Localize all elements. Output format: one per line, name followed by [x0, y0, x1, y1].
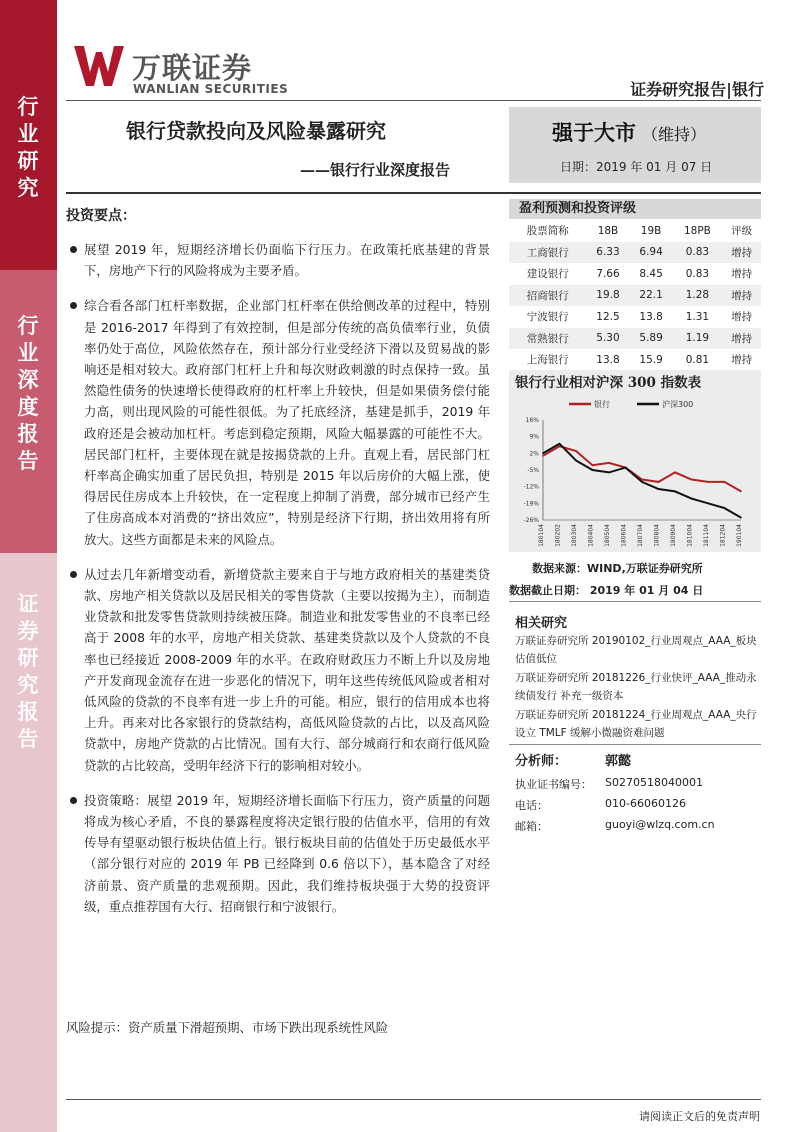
- table-cell: 13.8: [639, 310, 663, 323]
- x-tick-label: 180904: [670, 524, 677, 547]
- table-cell: 8.45: [639, 267, 663, 280]
- series-line-bank: [543, 446, 741, 491]
- data-point: [724, 507, 726, 509]
- table-row: [509, 306, 761, 328]
- data-point: [542, 453, 544, 455]
- y-tick-label: -19%: [523, 500, 539, 508]
- data-point: [608, 472, 610, 474]
- table-cell: 上海银行: [526, 354, 569, 367]
- data-point: [542, 455, 544, 457]
- footer-divider: [66, 1099, 761, 1100]
- bullet-text: 从过去几年新增变动看，新增贷款主要来自于与地方政府相关的基建类贷款、房地产相关贷款以及居民相关的零售贷款（主要以按揭为主），而制造业贷款和批发零售贷款则持续被压降。制造业和批发零售业的不良率已经高于 2008 年的水平，房地产相关贷款、基建类贷款以及个人贷款的不良率也已经接近 2008-2009 年的水平。在政府财政压力不断上升以及房地产开发商现金流存在进一步恶化的情况下，明年这些传统低风险或者相对低风险的贷款的不良率有进一步上升的可能。相应，银行的信用成本也将上升。再来对比各家银行的贷款结构，高低风险贷款的占比，以及高风险贷款中，房地产贷款的占比情况。国有大行、部分城商行和农商行低风险贷款的占比较高，受明年经济下行的影响相对较小。: [84, 566, 490, 773]
- brand-name-cn: 万联证券: [132, 51, 253, 85]
- table-cell: 22.1: [639, 289, 663, 302]
- table-cell: 常熟银行: [526, 332, 569, 345]
- data-point: [641, 481, 643, 483]
- table-cell: 增持: [731, 289, 753, 302]
- table-row: [509, 242, 761, 264]
- sidebar-label-securities-report: 证券研究报告: [17, 591, 39, 751]
- investment-summary: [66, 205, 490, 931]
- x-tick-label: 180202: [554, 524, 562, 547]
- x-tick-label: 180104: [538, 524, 545, 547]
- table-header-cell: 18PB: [683, 224, 711, 237]
- data-point: [674, 491, 676, 493]
- data-point: [691, 479, 693, 481]
- table-cell: 招商银行: [526, 289, 569, 302]
- bullet-text: 展望 2019 年，短期经济增长仍面临下行压力。在政策托底基建的背景下，房地产下行的风险将成为主要矛盾。: [84, 242, 490, 279]
- data-point: [575, 450, 577, 452]
- bullet-text: 综合看各部门杠杆率数据，企业部门杠杆率在供给侧改革的过程中，特别是 2016-2017 年得到了有效控制，但是部分传统的高负债率行业，负债率仍处于高位，风险依然存在，预计部分行业受经济下滑以及贸易战的影响还是相对较大。政府部门杠杆上升和每次财政刺激的时点保持一致。虽然隐性债务的快速增长使得政府的杠杆率上升较快，但是如果债务偿付能力高，则出现风险的可能性很低。为了托底经济，基建是抓手，2019 年政府还是会被动加杠杆。考虑到稳定预期，风险大幅暴露的可能性不大。居民部门杠杆，主要体现在就是按揭贷款的上升。直观上看，居民部门杠杆率高企确实加重了居民负担，特别是 2015 年以后房价的大幅上涨，使得居民住房成本上升较快，在一定程度上抑制了消费，部分城市已经产生了住房高成本对消费的“挤出效应”，特别是经济下行期，挤出效用将有所放大。这些方面都是未来的风险点。: [84, 298, 490, 547]
- table-cell: 13.8: [596, 353, 620, 366]
- related-heading: 相关研究: [515, 616, 568, 631]
- table-row: [509, 328, 761, 350]
- title-divider: [66, 192, 761, 194]
- x-tick-label: 181104: [703, 524, 710, 547]
- table-header-cell: 18B: [597, 224, 619, 237]
- table-cell: 5.89: [639, 332, 663, 345]
- data-point: [707, 481, 709, 483]
- x-tick-label: 180604: [620, 524, 628, 547]
- email-label: 邮箱：: [515, 820, 548, 833]
- rating-value: 强于大市: [552, 120, 636, 145]
- investment-heading: 投资要点：: [66, 208, 136, 224]
- rating-action: （维持）: [642, 125, 707, 144]
- data-point: [641, 479, 643, 481]
- related-divider: [509, 744, 761, 745]
- relative-index-chart: [509, 394, 761, 552]
- cert-label: 执业证书编号：: [515, 778, 592, 791]
- table-header-cell: 股票简称: [526, 225, 569, 238]
- data-point: [658, 488, 660, 490]
- table-cell: 1.19: [685, 332, 710, 345]
- x-tick-label: 180404: [587, 524, 595, 547]
- investment-bullet: [66, 239, 490, 281]
- y-tick-label: -26%: [523, 517, 539, 524]
- analyst-label: 分析师：: [515, 754, 568, 769]
- table-cell: 增持: [731, 354, 753, 367]
- data-point: [724, 481, 726, 483]
- forecast-heading: 盈利预测和投资评级: [509, 199, 761, 219]
- disclaimer-note: 请阅读正文后的免责声明: [639, 1110, 760, 1123]
- report-title: 银行贷款投向及风险暴露研究: [126, 119, 386, 143]
- x-tick-label: 190104: [736, 524, 743, 547]
- table-cell: 增持: [731, 332, 753, 345]
- cert-number: S0270518040001: [605, 776, 703, 789]
- report-subtitle: ——银行行业深度报告: [300, 161, 451, 179]
- x-tick-label: 180804: [653, 524, 661, 547]
- chart-divider: [509, 601, 761, 602]
- data-point: [658, 481, 660, 483]
- x-tick-label: 180504: [604, 524, 611, 547]
- x-tick-label: 181004: [686, 524, 694, 547]
- chart-cutoff-date: 数据截止日期： 2019 年 01 月 04 日: [509, 584, 704, 597]
- phone-label: 电话：: [515, 799, 548, 812]
- report-date: 日期：2019 年 01 月 07 日: [560, 160, 713, 174]
- investment-bullet: [66, 295, 490, 549]
- report-type: 证券研究报告|银行: [630, 80, 764, 99]
- table-cell: 增持: [731, 246, 753, 259]
- table-cell: 0.81: [685, 353, 710, 366]
- sidebar: [0, 0, 57, 1132]
- data-point: [608, 462, 610, 464]
- x-tick-label: 181204: [719, 524, 727, 547]
- sidebar-label-industry-research: 行业研究: [17, 94, 39, 200]
- table-cell: 12.5: [596, 310, 620, 323]
- table-cell: 1.31: [685, 310, 710, 323]
- table-cell: 6.94: [639, 246, 663, 259]
- risk-warning: 风险提示：资产质量下滑超预期、市场下跌出现系统性风险: [66, 1020, 389, 1035]
- table-header-row: [509, 220, 761, 242]
- header-divider: [66, 100, 761, 101]
- table-cell: 增持: [731, 268, 753, 281]
- x-tick-label: 180704: [637, 524, 644, 547]
- phone-number: 010-66060126: [605, 797, 686, 810]
- y-tick-label: -5%: [527, 467, 539, 474]
- email-address[interactable]: guoyi@wlzq.com.cn: [605, 818, 715, 831]
- table-cell: 0.83: [685, 246, 710, 259]
- data-point: [740, 517, 742, 519]
- legend-label: 银行: [594, 400, 610, 409]
- table-cell: 增持: [731, 311, 753, 324]
- y-tick-label: -12%: [523, 483, 539, 491]
- y-tick-label: 9%: [529, 433, 539, 441]
- series-line-csi300: [543, 444, 741, 518]
- analyst-name: 郭懿: [605, 754, 632, 769]
- table-cell: 0.83: [685, 267, 710, 280]
- data-point: [575, 460, 577, 462]
- table-row: [509, 349, 761, 371]
- table-row: [509, 285, 761, 307]
- table-cell: 1.28: [685, 289, 710, 302]
- investment-bullet: [66, 564, 490, 776]
- data-point: [740, 491, 742, 493]
- rating-label: [552, 117, 706, 147]
- x-tick-label: 180304: [571, 524, 578, 547]
- investment-bullet: [66, 790, 490, 917]
- chart-source: 数据来源：WIND,万联证券研究所: [532, 562, 703, 575]
- brand-name-en: WANLIAN SECURITIES: [133, 82, 289, 96]
- table-cell: 建设银行: [526, 268, 569, 281]
- data-point: [625, 467, 627, 469]
- table-cell: 5.30: [596, 332, 620, 345]
- chart-title: 银行行业相对沪深 300 指数表: [515, 375, 702, 391]
- data-point: [707, 503, 709, 505]
- data-point: [691, 498, 693, 500]
- data-point: [592, 464, 594, 466]
- table-cell: 15.9: [639, 353, 663, 366]
- bullet-text: 投资策略：展望 2019 年，短期经济增长面临下行压力，资产质量的问题将成为核心矛盾，不良的暴露程度将决定银行股的估值水平，信用的有效传导有望驱动银行板块估值上行。银行板块目前的估值处于历史最低水平（部分银行对应的 2019 年 PB 已经降到 0.6 倍以下），基本隐含了对经济前景、资产质量的悲观预期。因此，我们维持板块强于大势的投资评级，重点推荐国有大行、招商银行和宁波银行。: [84, 792, 490, 914]
- data-point: [592, 469, 594, 471]
- table-cell: 19.8: [596, 289, 620, 302]
- brand-logo-mark: [72, 44, 126, 92]
- table-header-cell: 19B: [640, 224, 662, 237]
- sidebar-label-deep-report: 行业深度报告: [17, 313, 39, 473]
- related-item: 万联证券研究所 20181226_行业快评_AAA_推动永续债发行 补充一级资本: [515, 672, 757, 702]
- y-tick-label: 16%: [525, 417, 539, 424]
- legend-label: 沪深300: [662, 400, 694, 409]
- related-item: 万联证券研究所 20190102_行业周观点_AAA_板块估值低位: [515, 635, 757, 665]
- forecast-table: [509, 220, 761, 371]
- data-point: [559, 443, 561, 445]
- table-header-cell: 评级: [731, 225, 753, 238]
- data-point: [674, 472, 676, 474]
- related-item: 万联证券研究所 20181224_行业周观点_AAA_央行设立 TMLF 缓解小微融资难问题: [515, 709, 757, 739]
- table-cell: 工商银行: [526, 246, 569, 259]
- y-tick-label: 2%: [529, 450, 539, 458]
- table-cell: 6.33: [596, 246, 620, 259]
- table-cell: 宁波银行: [526, 311, 569, 324]
- table-cell: 7.66: [596, 267, 620, 280]
- table-row: [509, 263, 761, 285]
